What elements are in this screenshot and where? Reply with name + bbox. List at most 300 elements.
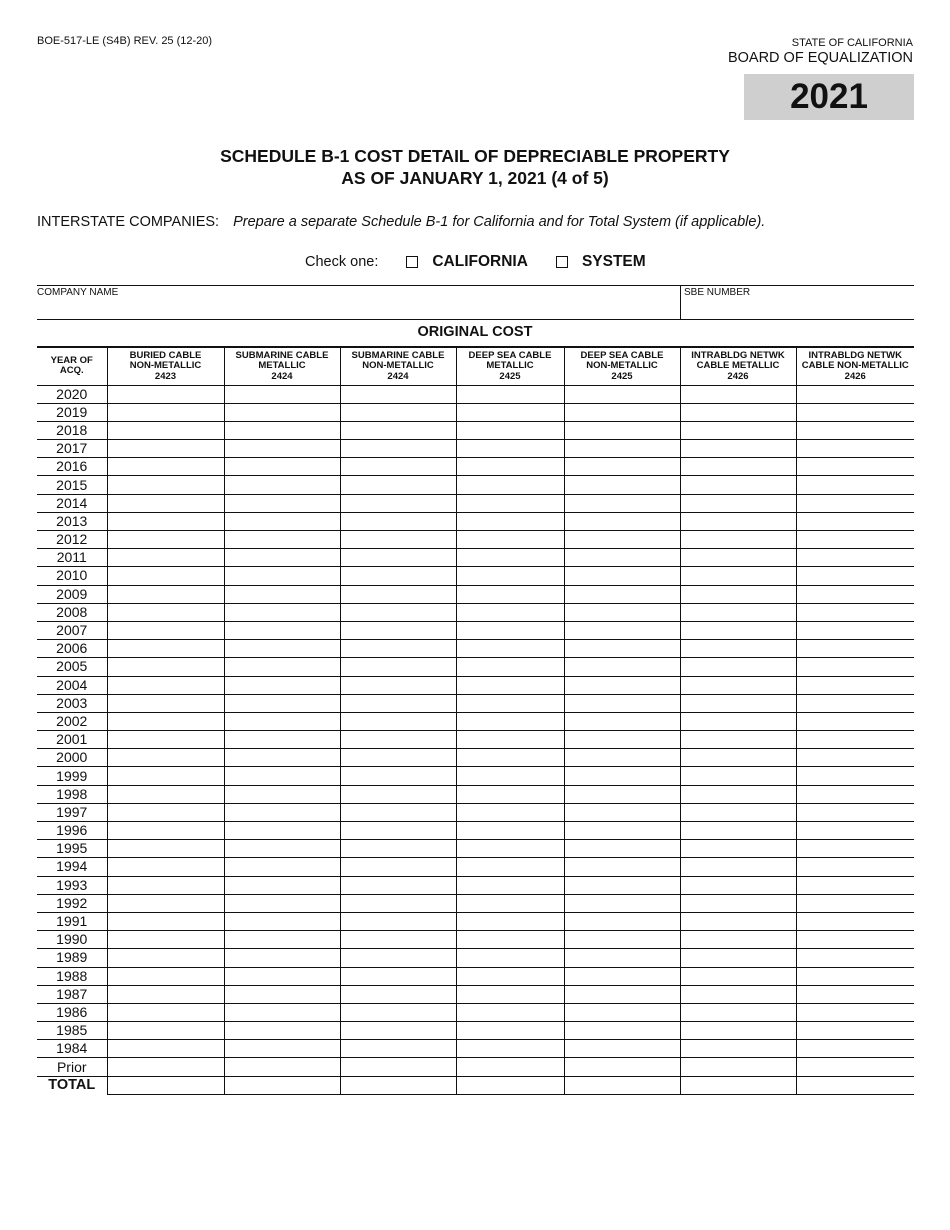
cost-entry-cell[interactable] xyxy=(456,931,564,949)
cost-entry-cell[interactable] xyxy=(456,531,564,549)
cost-entry-cell[interactable] xyxy=(224,967,340,985)
cost-entry-cell[interactable] xyxy=(224,931,340,949)
cost-entry-cell[interactable] xyxy=(340,385,456,403)
cost-entry-cell[interactable] xyxy=(796,676,914,694)
cost-entry-cell[interactable] xyxy=(340,876,456,894)
cost-entry-cell[interactable] xyxy=(564,1040,680,1058)
cost-entry-cell[interactable] xyxy=(564,531,680,549)
cost-entry-cell[interactable] xyxy=(796,458,914,476)
cost-entry-cell[interactable] xyxy=(564,549,680,567)
cost-entry-cell[interactable] xyxy=(340,785,456,803)
cost-entry-cell[interactable] xyxy=(224,985,340,1003)
cost-entry-cell[interactable] xyxy=(796,731,914,749)
table-row xyxy=(37,421,914,439)
total-entry-cell[interactable] xyxy=(680,1076,796,1094)
cost-entry-cell[interactable] xyxy=(680,567,796,585)
cost-entry-cell[interactable] xyxy=(680,785,796,803)
cost-entry-cell[interactable] xyxy=(340,985,456,1003)
year-cell: 2012 xyxy=(37,531,107,549)
cost-entry-cell[interactable] xyxy=(107,640,224,658)
cost-entry-cell[interactable] xyxy=(680,967,796,985)
cost-entry-cell[interactable] xyxy=(340,640,456,658)
check-one-row xyxy=(305,253,646,271)
cost-entry-cell[interactable] xyxy=(224,585,340,603)
cost-entry-cell[interactable] xyxy=(680,694,796,712)
cost-entry-cell[interactable] xyxy=(107,585,224,603)
cost-entry-cell[interactable] xyxy=(340,822,456,840)
cost-entry-cell[interactable] xyxy=(564,985,680,1003)
cost-entry-cell[interactable] xyxy=(564,676,680,694)
cost-entry-cell[interactable] xyxy=(456,621,564,639)
cost-entry-cell[interactable] xyxy=(107,694,224,712)
cost-entry-cell[interactable] xyxy=(680,658,796,676)
cost-entry-cell[interactable] xyxy=(107,967,224,985)
cost-entry-cell[interactable] xyxy=(456,421,564,439)
cost-entry-cell[interactable] xyxy=(680,1003,796,1021)
cost-entry-cell[interactable] xyxy=(680,912,796,930)
table-row xyxy=(37,712,914,730)
cost-entry-cell[interactable] xyxy=(224,494,340,512)
cost-entry-cell[interactable] xyxy=(107,840,224,858)
cost-entry-cell[interactable] xyxy=(456,712,564,730)
cost-entry-cell[interactable] xyxy=(224,621,340,639)
cost-entry-cell[interactable] xyxy=(564,440,680,458)
cost-entry-cell[interactable] xyxy=(456,694,564,712)
cost-entry-cell[interactable] xyxy=(107,385,224,403)
cost-entry-cell[interactable] xyxy=(107,912,224,930)
cost-entry-cell[interactable] xyxy=(796,512,914,530)
cost-entry-cell[interactable] xyxy=(680,949,796,967)
column-header xyxy=(564,347,680,385)
cost-entry-cell[interactable] xyxy=(796,803,914,821)
cost-entry-cell[interactable] xyxy=(564,912,680,930)
cost-entry-cell[interactable] xyxy=(564,731,680,749)
cost-entry-cell[interactable] xyxy=(680,931,796,949)
cost-entry-cell[interactable] xyxy=(456,658,564,676)
cost-entry-cell[interactable] xyxy=(107,767,224,785)
cost-entry-cell[interactable] xyxy=(224,894,340,912)
cost-entry-cell[interactable] xyxy=(796,494,914,512)
cost-entry-cell[interactable] xyxy=(456,949,564,967)
cost-entry-cell[interactable] xyxy=(224,458,340,476)
cost-entry-cell[interactable] xyxy=(107,458,224,476)
cost-entry-cell[interactable] xyxy=(796,640,914,658)
cost-entry-cell[interactable] xyxy=(796,785,914,803)
cost-entry-cell[interactable] xyxy=(340,476,456,494)
cost-entry-cell[interactable] xyxy=(340,658,456,676)
cost-entry-cell[interactable] xyxy=(107,949,224,967)
cost-entry-cell[interactable] xyxy=(340,1058,456,1076)
column-header-line: 2426 xyxy=(844,370,866,382)
cost-entry-cell[interactable] xyxy=(680,621,796,639)
cost-entry-cell[interactable] xyxy=(340,676,456,694)
cost-entry-cell[interactable] xyxy=(107,676,224,694)
cost-entry-cell[interactable] xyxy=(340,531,456,549)
cost-entry-cell[interactable] xyxy=(340,731,456,749)
column-header xyxy=(224,347,340,385)
cost-entry-cell[interactable] xyxy=(564,494,680,512)
cost-entry-cell[interactable] xyxy=(796,567,914,585)
cost-entry-cell[interactable] xyxy=(107,621,224,639)
cost-entry-cell[interactable] xyxy=(340,603,456,621)
cost-entry-cell[interactable] xyxy=(224,512,340,530)
cost-entry-cell[interactable] xyxy=(340,494,456,512)
cost-entry-cell[interactable] xyxy=(107,731,224,749)
cost-entry-cell[interactable] xyxy=(456,1058,564,1076)
cost-entry-cell[interactable] xyxy=(224,749,340,767)
cost-entry-cell[interactable] xyxy=(224,712,340,730)
form-year: 2021 xyxy=(744,74,914,120)
cost-entry-cell[interactable] xyxy=(107,658,224,676)
cost-entry-cell[interactable] xyxy=(224,1058,340,1076)
cost-entry-cell[interactable] xyxy=(564,512,680,530)
company-name-field[interactable] xyxy=(37,287,118,298)
cost-entry-cell[interactable] xyxy=(224,476,340,494)
cost-entry-cell[interactable] xyxy=(456,676,564,694)
cost-entry-cell[interactable] xyxy=(564,603,680,621)
cost-entry-cell[interactable] xyxy=(564,567,680,585)
cost-entry-cell[interactable] xyxy=(564,858,680,876)
cost-entry-cell[interactable] xyxy=(224,403,340,421)
cost-entry-cell[interactable] xyxy=(456,912,564,930)
cost-entry-cell[interactable] xyxy=(456,494,564,512)
cost-entry-cell[interactable] xyxy=(340,1003,456,1021)
cost-entry-cell[interactable] xyxy=(107,858,224,876)
cost-entry-cell[interactable] xyxy=(680,458,796,476)
cost-entry-cell[interactable] xyxy=(680,421,796,439)
total-entry-cell[interactable] xyxy=(340,1076,456,1094)
cost-entry-cell[interactable] xyxy=(680,676,796,694)
cost-entry-cell[interactable] xyxy=(107,403,224,421)
cost-entry-cell[interactable] xyxy=(564,949,680,967)
cost-entry-cell[interactable] xyxy=(107,1022,224,1040)
cost-entry-cell[interactable] xyxy=(340,858,456,876)
cost-entry-cell[interactable] xyxy=(796,840,914,858)
year-cell: 1985 xyxy=(37,1022,107,1040)
cost-entry-cell[interactable] xyxy=(680,512,796,530)
cost-entry-cell[interactable] xyxy=(107,785,224,803)
cost-entry-cell[interactable] xyxy=(564,822,680,840)
column-header-line: ACQ. xyxy=(59,365,84,377)
cost-entry-cell[interactable] xyxy=(680,549,796,567)
cost-entry-cell[interactable] xyxy=(796,549,914,567)
cost-entry-cell[interactable] xyxy=(796,876,914,894)
cost-entry-cell[interactable] xyxy=(564,894,680,912)
cost-entry-cell[interactable] xyxy=(340,1040,456,1058)
cost-entry-cell[interactable] xyxy=(224,676,340,694)
cost-entry-cell[interactable] xyxy=(107,531,224,549)
cost-entry-cell[interactable] xyxy=(456,476,564,494)
cost-entry-cell[interactable] xyxy=(107,1058,224,1076)
cost-entry-cell[interactable] xyxy=(796,694,914,712)
table-row xyxy=(37,1022,914,1040)
cost-entry-cell[interactable] xyxy=(796,603,914,621)
cost-entry-cell[interactable] xyxy=(680,822,796,840)
cost-entry-cell[interactable] xyxy=(224,385,340,403)
cost-entry-cell[interactable] xyxy=(796,385,914,403)
cost-entry-cell[interactable] xyxy=(107,749,224,767)
cost-entry-cell[interactable] xyxy=(456,512,564,530)
cost-entry-cell[interactable] xyxy=(107,603,224,621)
cost-entry-cell[interactable] xyxy=(340,440,456,458)
cost-entry-cell[interactable] xyxy=(456,603,564,621)
year-cell: 2006 xyxy=(37,640,107,658)
cost-entry-cell[interactable] xyxy=(224,1003,340,1021)
cost-entry-cell[interactable] xyxy=(340,894,456,912)
cost-entry-cell[interactable] xyxy=(796,749,914,767)
cost-entry-cell[interactable] xyxy=(340,694,456,712)
cost-entry-cell[interactable] xyxy=(224,440,340,458)
cost-entry-cell[interactable] xyxy=(456,549,564,567)
sbe-number-field[interactable] xyxy=(680,286,750,320)
total-entry-cell[interactable] xyxy=(796,1076,914,1094)
cost-entry-cell[interactable] xyxy=(107,549,224,567)
year-cell: Prior xyxy=(37,1058,107,1076)
cost-entry-cell[interactable] xyxy=(340,840,456,858)
table-row xyxy=(37,894,914,912)
cost-entry-cell[interactable] xyxy=(340,458,456,476)
total-entry-cell[interactable] xyxy=(456,1076,564,1094)
cost-entry-cell[interactable] xyxy=(107,822,224,840)
cost-entry-cell[interactable] xyxy=(224,858,340,876)
cost-entry-cell[interactable] xyxy=(456,440,564,458)
cost-entry-cell[interactable] xyxy=(564,476,680,494)
cost-entry-cell[interactable] xyxy=(340,403,456,421)
cost-entry-cell[interactable] xyxy=(340,1022,456,1040)
cost-entry-cell[interactable] xyxy=(107,894,224,912)
cost-entry-cell[interactable] xyxy=(224,876,340,894)
cost-entry-cell[interactable] xyxy=(564,803,680,821)
cost-entry-cell[interactable] xyxy=(680,731,796,749)
cost-entry-cell[interactable] xyxy=(796,949,914,967)
cost-entry-cell[interactable] xyxy=(456,785,564,803)
cost-entry-cell[interactable] xyxy=(224,822,340,840)
cost-entry-cell[interactable] xyxy=(796,658,914,676)
cost-entry-cell[interactable] xyxy=(680,894,796,912)
cost-entry-cell[interactable] xyxy=(224,531,340,549)
cost-entry-cell[interactable] xyxy=(107,494,224,512)
cost-entry-cell[interactable] xyxy=(564,403,680,421)
cost-entry-cell[interactable] xyxy=(564,785,680,803)
cost-entry-cell[interactable] xyxy=(340,767,456,785)
cost-entry-cell[interactable] xyxy=(224,803,340,821)
cost-entry-cell[interactable] xyxy=(564,458,680,476)
cost-entry-cell[interactable] xyxy=(107,440,224,458)
cost-entry-cell[interactable] xyxy=(680,385,796,403)
cost-entry-cell[interactable] xyxy=(680,985,796,1003)
cost-entry-cell[interactable] xyxy=(456,731,564,749)
board-name: BOARD OF EQUALIZATION xyxy=(727,50,913,66)
cost-entry-cell[interactable] xyxy=(340,803,456,821)
cost-entry-cell[interactable] xyxy=(680,840,796,858)
cost-entry-cell[interactable] xyxy=(107,1003,224,1021)
cost-entry-cell[interactable] xyxy=(107,476,224,494)
cost-entry-cell[interactable] xyxy=(680,803,796,821)
cost-entry-cell[interactable] xyxy=(340,967,456,985)
cost-entry-cell[interactable] xyxy=(107,712,224,730)
cost-entry-cell[interactable] xyxy=(340,621,456,639)
cost-entry-cell[interactable] xyxy=(796,421,914,439)
cost-entry-cell[interactable] xyxy=(680,712,796,730)
cost-entry-cell[interactable] xyxy=(107,931,224,949)
cost-entry-cell[interactable] xyxy=(680,1022,796,1040)
cost-entry-cell[interactable] xyxy=(224,694,340,712)
cost-entry-cell[interactable] xyxy=(564,1003,680,1021)
cost-entry-cell[interactable] xyxy=(224,603,340,621)
cost-entry-cell[interactable] xyxy=(796,476,914,494)
cost-entry-cell[interactable] xyxy=(680,440,796,458)
cost-entry-cell[interactable] xyxy=(680,403,796,421)
cost-entry-cell[interactable] xyxy=(680,603,796,621)
cost-entry-cell[interactable] xyxy=(680,531,796,549)
cost-entry-cell[interactable] xyxy=(456,1022,564,1040)
cost-entry-cell[interactable] xyxy=(564,967,680,985)
cost-entry-cell[interactable] xyxy=(456,1040,564,1058)
cost-entry-cell[interactable] xyxy=(340,949,456,967)
cost-entry-cell[interactable] xyxy=(456,585,564,603)
cost-entry-cell[interactable] xyxy=(796,531,914,549)
cost-entry-cell[interactable] xyxy=(680,767,796,785)
cost-entry-cell[interactable] xyxy=(340,421,456,439)
cost-entry-cell[interactable] xyxy=(340,549,456,567)
cost-entry-cell[interactable] xyxy=(796,985,914,1003)
cost-entry-cell[interactable] xyxy=(107,421,224,439)
cost-entry-cell[interactable] xyxy=(456,840,564,858)
cost-entry-cell[interactable] xyxy=(456,458,564,476)
title-line-1: SCHEDULE B-1 COST DETAIL OF DEPRECIABLE PROPERTY xyxy=(220,146,730,166)
cost-entry-cell[interactable] xyxy=(224,767,340,785)
cost-entry-cell[interactable] xyxy=(564,421,680,439)
cost-entry-cell[interactable] xyxy=(224,421,340,439)
cost-entry-cell[interactable] xyxy=(564,712,680,730)
cost-entry-cell[interactable] xyxy=(680,749,796,767)
system-checkbox[interactable] xyxy=(556,256,568,268)
cost-entry-cell[interactable] xyxy=(456,894,564,912)
year-cell: 1998 xyxy=(37,785,107,803)
cost-entry-cell[interactable] xyxy=(224,549,340,567)
cost-entry-cell[interactable] xyxy=(456,403,564,421)
cost-entry-cell[interactable] xyxy=(456,749,564,767)
table-row xyxy=(37,931,914,949)
cost-entry-cell[interactable] xyxy=(564,1058,680,1076)
cost-entry-cell[interactable] xyxy=(564,931,680,949)
cost-entry-cell[interactable] xyxy=(796,894,914,912)
cost-entry-cell[interactable] xyxy=(224,567,340,585)
cost-entry-cell[interactable] xyxy=(796,822,914,840)
california-checkbox[interactable] xyxy=(406,256,418,268)
cost-entry-cell[interactable] xyxy=(340,585,456,603)
cost-entry-cell[interactable] xyxy=(456,767,564,785)
cost-entry-cell[interactable] xyxy=(680,585,796,603)
cost-entry-cell[interactable] xyxy=(796,1040,914,1058)
cost-entry-cell[interactable] xyxy=(680,1040,796,1058)
cost-entry-cell[interactable] xyxy=(796,967,914,985)
cost-entry-cell[interactable] xyxy=(107,803,224,821)
total-entry-cell[interactable] xyxy=(107,1076,224,1094)
cost-entry-cell[interactable] xyxy=(456,858,564,876)
cost-entry-cell[interactable] xyxy=(564,694,680,712)
cost-entry-cell[interactable] xyxy=(796,585,914,603)
cost-entry-cell[interactable] xyxy=(680,494,796,512)
cost-entry-cell[interactable] xyxy=(224,1040,340,1058)
cost-entry-cell[interactable] xyxy=(796,858,914,876)
cost-entry-cell[interactable] xyxy=(224,640,340,658)
cost-entry-cell[interactable] xyxy=(107,876,224,894)
cost-entry-cell[interactable] xyxy=(564,621,680,639)
cost-entry-cell[interactable] xyxy=(340,567,456,585)
cost-entry-cell[interactable] xyxy=(796,767,914,785)
cost-entry-cell[interactable] xyxy=(796,1058,914,1076)
cost-entry-cell[interactable] xyxy=(796,440,914,458)
cost-entry-cell[interactable] xyxy=(224,731,340,749)
cost-entry-cell[interactable] xyxy=(796,912,914,930)
cost-entry-cell[interactable] xyxy=(456,822,564,840)
cost-entry-cell[interactable] xyxy=(564,385,680,403)
cost-entry-cell[interactable] xyxy=(456,385,564,403)
cost-entry-cell[interactable] xyxy=(564,840,680,858)
total-entry-cell[interactable] xyxy=(564,1076,680,1094)
cost-entry-cell[interactable] xyxy=(224,949,340,967)
cost-entry-cell[interactable] xyxy=(796,403,914,421)
cost-entry-cell[interactable] xyxy=(456,803,564,821)
cost-entry-cell[interactable] xyxy=(456,967,564,985)
cost-entry-cell[interactable] xyxy=(796,712,914,730)
cost-entry-cell[interactable] xyxy=(340,912,456,930)
cost-entry-cell[interactable] xyxy=(456,1003,564,1021)
table-row xyxy=(37,1003,914,1021)
total-entry-cell[interactable] xyxy=(224,1076,340,1094)
cost-entry-cell[interactable] xyxy=(107,985,224,1003)
cost-entry-cell[interactable] xyxy=(107,1040,224,1058)
cost-entry-cell[interactable] xyxy=(340,931,456,949)
cost-entry-cell[interactable] xyxy=(564,658,680,676)
cost-entry-cell[interactable] xyxy=(224,785,340,803)
cost-entry-cell[interactable] xyxy=(456,876,564,894)
cost-entry-cell[interactable] xyxy=(564,876,680,894)
cost-entry-cell[interactable] xyxy=(224,912,340,930)
cost-entry-cell[interactable] xyxy=(224,1022,340,1040)
table-row xyxy=(37,767,914,785)
cost-entry-cell[interactable] xyxy=(564,585,680,603)
cost-entry-cell[interactable] xyxy=(796,931,914,949)
cost-entry-cell[interactable] xyxy=(680,876,796,894)
cost-entry-cell[interactable] xyxy=(796,1003,914,1021)
cost-entry-cell[interactable] xyxy=(456,567,564,585)
sbe-number-label: SBE NUMBER xyxy=(684,287,751,298)
cost-entry-cell[interactable] xyxy=(340,712,456,730)
cost-entry-cell[interactable] xyxy=(796,621,914,639)
cost-entry-cell[interactable] xyxy=(680,1058,796,1076)
cost-entry-cell[interactable] xyxy=(224,658,340,676)
cost-entry-cell[interactable] xyxy=(456,985,564,1003)
cost-entry-cell[interactable] xyxy=(564,749,680,767)
cost-entry-cell[interactable] xyxy=(564,1022,680,1040)
cost-entry-cell[interactable] xyxy=(340,512,456,530)
cost-entry-cell[interactable] xyxy=(340,749,456,767)
cost-entry-cell[interactable] xyxy=(680,476,796,494)
cost-entry-cell[interactable] xyxy=(456,640,564,658)
cost-entry-cell[interactable] xyxy=(680,858,796,876)
year-cell: 2005 xyxy=(37,658,107,676)
cost-entry-cell[interactable] xyxy=(564,767,680,785)
cost-entry-cell[interactable] xyxy=(680,640,796,658)
column-header xyxy=(680,347,796,385)
cost-entry-cell[interactable] xyxy=(796,1022,914,1040)
cost-entry-cell[interactable] xyxy=(107,512,224,530)
cost-entry-cell[interactable] xyxy=(564,640,680,658)
cost-entry-cell[interactable] xyxy=(224,840,340,858)
cost-entry-cell[interactable] xyxy=(107,567,224,585)
